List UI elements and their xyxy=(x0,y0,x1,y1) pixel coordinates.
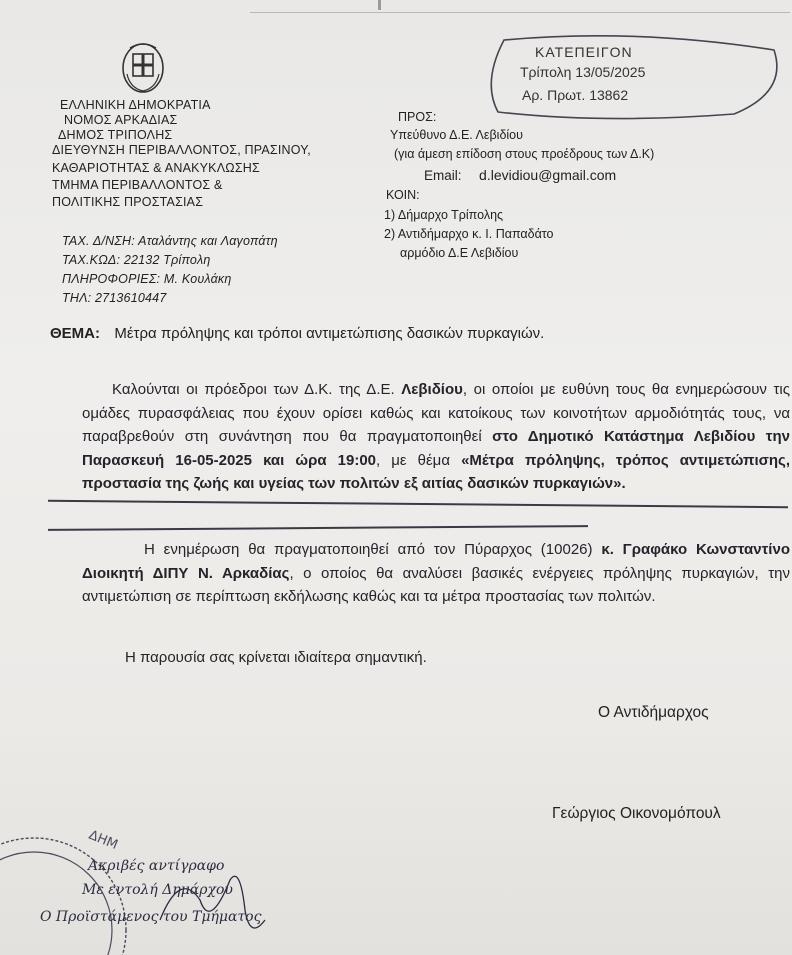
phone-line: ΤΗΛ: 2713610447 xyxy=(62,291,167,305)
to-name: Υπεύθυνο Δ.Ε. Λεβιδίου xyxy=(390,128,523,142)
header-line: ΔΗΜΟΣ ΤΡΙΠΟΛΗΣ xyxy=(58,128,173,142)
greek-emblem-icon xyxy=(120,38,166,94)
body-paragraph-3 xyxy=(125,646,725,670)
handwritten-signature xyxy=(150,860,270,950)
body-paragraph-2 xyxy=(50,538,790,609)
body-bold: Λεβιδίου xyxy=(401,381,463,398)
meeting-topic: «Μέτρα πρόληψης, τρόπος αντιμετώπισης, προστασία της ζωής και υγείας των πολιτών εξ αιτίας δασικών πυρκαγιών». xyxy=(82,451,791,492)
document-date: Τρίπολη 13/05/2025 xyxy=(520,64,646,80)
header-line: ΚΑΘΑΡΙΟΤΗΤΑΣ & ΑΝΑΚΥΚΛΩΣΗΣ xyxy=(52,161,260,175)
department-head: Ο Προϊστάμενος του Τμήματος xyxy=(40,909,262,925)
address-line: ΤΑΧ. Δ/ΝΣΗ: Αταλάντης και Λαγοπάτη xyxy=(62,234,278,248)
header-line: ΤΜΗΜΑ ΠΕΡΙΒΑΛΛΟΝΤΟΣ & xyxy=(52,178,223,192)
paper-mark xyxy=(378,0,381,10)
header-line: ΝΟΜΟΣ ΑΡΚΑΔΙΑΣ xyxy=(64,113,178,127)
header-line: ΠΟΛΙΤΙΚΗΣ ΠΡΟΣΤΑΣΙΑΣ xyxy=(52,195,204,209)
by-order-mayor: Με εντολή Δημάρχου xyxy=(82,882,233,898)
protocol-number: Αρ. Πρωτ. 13862 xyxy=(522,87,629,103)
header-line: ΕΛΛΗΝΙΚΗ ΔΗΜΟΚΡΑΤΙΑ xyxy=(60,98,211,112)
cc-recipient: 1) Δήμαρχο Τρίπολης xyxy=(384,208,504,222)
signatory-role: Ο Αντιδήμαρχος xyxy=(598,704,709,721)
subject-text: Μέτρα πρόληψης και τρόποι αντιμετώπισης δασικών πυρκαγιών. xyxy=(114,325,545,342)
signatory-name: Γεώργιος Οικονομόπουλ xyxy=(552,805,721,822)
cc-label: ΚΟΙΝ: xyxy=(386,188,420,202)
cc-recipient: 2) Αντιδήμαρχο κ. Ι. Παπαδάτο xyxy=(384,227,554,241)
body-text: Καλούνται οι πρόεδροι των Δ.Κ. της Δ.Ε. xyxy=(112,381,402,398)
issuer-contact xyxy=(52,232,278,308)
fire-chief: κ. Γραφάκο Κωνσταντίνο Διοικητή ΔΙΠΥ Ν. Αρκαδίας xyxy=(82,541,790,582)
info-line: ΠΛΗΡΟΦΟΡΙΕΣ: Μ. Κουλάκη xyxy=(62,272,232,286)
email-label: Email: xyxy=(424,168,462,183)
body-text: , με θέμα xyxy=(376,451,462,469)
email-address: d.levidiou@gmail.com xyxy=(479,167,617,183)
certified-copy: Ακριβές αντίγραφο xyxy=(88,858,225,874)
issuer-header xyxy=(52,98,311,210)
body-text: , ο οποίος θα αναλύσει βασικές ενέργειες πρόληψης πυρκαγιών, την αντιμετώπιση σε περίπτωση εκδήλωσης καθώς και τα μέτρα προστασίας των πολιτών. xyxy=(82,564,790,605)
body-paragraph-1 xyxy=(50,378,790,496)
pen-underline xyxy=(48,500,788,508)
pen-underline xyxy=(48,525,588,531)
urgent-label: ΚΑΤΕΠΕΙΓΟΝ xyxy=(535,44,633,60)
header-line: ΔΙΕΥΘΥΝΣΗ ΠΕΡΙΒΑΛΛΟΝΤΟΣ, ΠΡΑΣΙΝΟΥ, xyxy=(52,143,311,157)
cc-recipient-role: αρμόδιο Δ.Ε Λεβιδίου xyxy=(400,246,519,260)
to-label: ΠΡΟΣ: xyxy=(398,110,437,124)
meeting-location: στο Δημοτικό Κατάστημα Λεβιδίου την Παρασκευή 16-05-2025 και ώρα 19:00 xyxy=(82,428,790,469)
postcode-line: ΤΑΧ.ΚΩΔ: 22132 Τρίπολη xyxy=(62,253,211,267)
subject-line xyxy=(50,325,544,342)
subject-label: ΘΕΜΑ: xyxy=(50,325,100,342)
email-row xyxy=(424,167,616,183)
body-text: Η ενημέρωση θα πραγματοποιηθεί από τον Πύραρχος (10026) xyxy=(144,541,602,558)
stamp-text: ΔΗΜ xyxy=(86,827,120,853)
body-text: Η παρουσία σας κρίνεται ιδιαίτερα σημαντική. xyxy=(125,649,427,666)
to-note: (για άμεση επίδοση στους προέδρους των Δ.Κ) xyxy=(394,147,655,161)
paper-edge xyxy=(250,12,790,13)
body-text: , οι οποίοι με ευθύνη τους θα ενημερώσουν τις ομάδες πυρασφάλειας που έχουν ορίσει καθώς και κατοίκους των κοινοτήτων αρμοδιότητάς τους, να παραβρεθούν στη συνάντηση που θα πραγματοποιηθεί xyxy=(82,381,790,445)
